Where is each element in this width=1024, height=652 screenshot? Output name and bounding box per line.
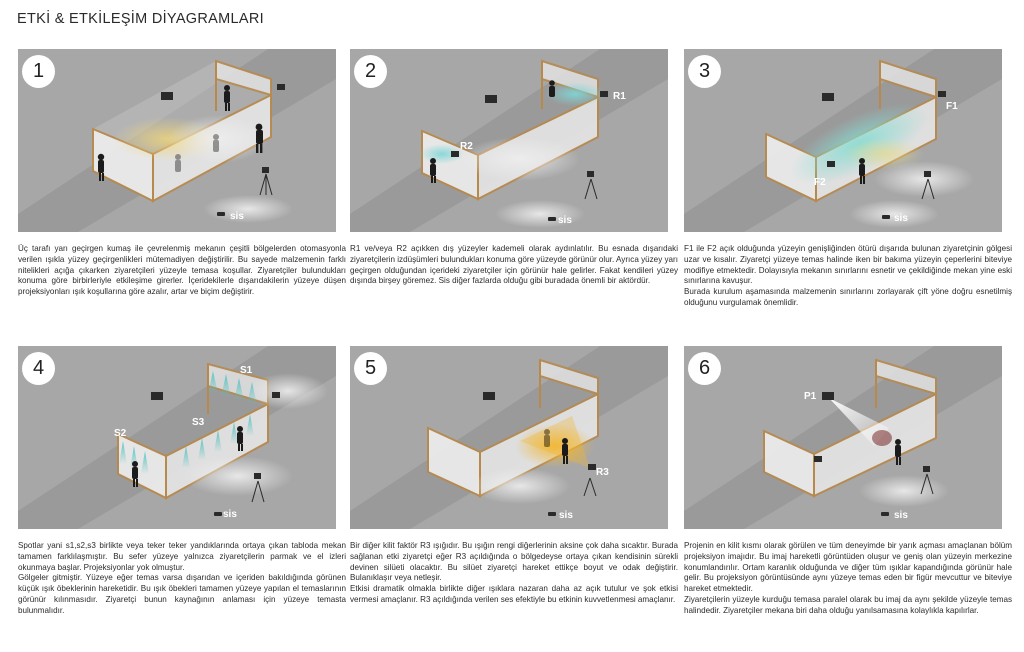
diagram-panel-6 <box>684 346 1002 529</box>
panel-4-description <box>18 541 346 617</box>
installation-scene-3 <box>684 49 1002 232</box>
diagram-panel-2 <box>350 49 668 232</box>
page-title: ETKİ & ETKİLEŞİM DİYAGRAMLARI <box>17 11 264 27</box>
panel-5-description <box>350 541 678 606</box>
step-number-badge: 6 <box>688 352 721 385</box>
light-label-f1: F1 <box>946 101 958 112</box>
description-paragraph: Etkisi dramatik olmakla birlikte diğer ışıklara nazaran daha az açık tutulur ve şok etkisi vermesi amaçlanır. R3 açıldığında verilen ses efektiyle bu etkinin kuvvetlenmesi amaçlanır. <box>350 584 678 604</box>
installation-scene-6 <box>684 346 1002 529</box>
fog-label: sis <box>894 213 908 224</box>
panel-3-description <box>684 244 1012 309</box>
light-label-r1: R1 <box>613 91 626 102</box>
projector-label-p1: P1 <box>804 391 817 402</box>
description-paragraph: F1 ile F2 açık olduğunda yüzeyin genişliğinden ötürü dışarıda bulunan ziyaretçinin gölgesi uzar ve kısalır. Ziyaretçi yüzeye temas halinde iken bir bakıma yüzeyin çeperlerini biteviye modifiye etmektedir. Dolayısıyla mekanın sınırlarını esnetir ve çekildiğinde mekan yine eski sınırlarına kavuşur. <box>684 244 1012 286</box>
description-paragraph: Gölgeler gitmiştir. Yüzeye eğer temas varsa dışarıdan ve içeriden bakıldığında görünen küçük ışık öbeklerinin hareketidir. Bu ışık öbekleri tamamen yüzeye yapılan el temaslarının görünür kılınmasıdır. Ziyaretçi bunun kaynağının anlaması için yüzeye temasta bulunmalıdır. <box>18 573 346 615</box>
panel-1-description <box>18 244 346 298</box>
fog-label: sis <box>230 211 244 222</box>
step-number-badge: 3 <box>688 55 721 88</box>
diagram-panel-4 <box>18 346 336 529</box>
description-paragraph: Ziyaretçilerin yüzeyle kurduğu temasa paralel olarak bu imaj da aynı şekilde yüzeyle temas halindedir. Ziyaretçiler mekana biri daha olduğu yanılsamasına kolaylıkla kapılırlar. <box>684 594 1012 615</box>
description-paragraph: Üç tarafı yarı geçirgen kumaş ile çevrelenmiş mekanın çeşitli bölgelerden otomasyonla verilen ışıkla yüzey geçirgenlikleri mütemadiyen değiştirilir. Bu sayede malzemenin farklı nitelikleri açığa çıkarken ziyaretçileri yüzeyle temasa koşullar. Ziyaretçiler bulundukları konuma göre birbirleriyle etkileşime girerler. İçeridekilerle dışarıdakilerin yüzeye düşen projeksiyonları ışık koşullarına göre azalır, artar ve biçim değiştirir. <box>18 244 346 297</box>
diagram-panel-5 <box>350 346 668 529</box>
installation-scene-5 <box>350 346 668 529</box>
description-paragraph: Burada kurulum aşamasında malzemenin sınırlarını zorlayarak çift yöne doğru esnetilmiş olduğunu vurgulamak önemlidir. <box>684 287 1012 307</box>
panel-6-description <box>684 541 1012 617</box>
fog-label: sis <box>559 510 573 521</box>
step-number-badge: 2 <box>354 55 387 88</box>
step-number-badge: 4 <box>22 352 55 385</box>
description-paragraph: R1 ve/veya R2 açıkken dış yüzeyler kademeli olarak aydınlatılır. Bu esnada dışarıdaki ziyaretçilerin izdüşümleri bulundukları konuma göre yüzeyde görünür olur. Ayrıca yüzey yarı geçirgen olduğundan içerideki ziyaretçiler için görünür hale gelirler. Fakat kendileri yüzey dışında birşey göremez. Sis diğer fazlarda olduğu gibi buradada önemli bir aktördür. <box>350 244 678 286</box>
diagram-panel-3 <box>684 49 1002 232</box>
step-number-badge: 1 <box>22 55 55 88</box>
fog-label: sis <box>558 215 572 226</box>
description-paragraph: Spotlar yani s1,s2,s3 birlikte veya teker teker yandıklarında ortaya çıkan tabloda mekan tamamen farklılaşmıştır. Bu sefer yüzeye yalnızca ziyaretçilerin parmak ve el izleri okunmaya başlar. Projeksiyonlar yok olmuştur. <box>18 541 346 572</box>
installation-scene-1 <box>18 49 336 232</box>
fog-label: sis <box>223 509 237 520</box>
light-label-f2: F2 <box>814 177 826 188</box>
fog-label: sis <box>894 510 908 521</box>
light-label-r3: R3 <box>596 467 609 478</box>
spot-label-s2: S2 <box>114 428 127 439</box>
description-paragraph: Projenin en kilit kısmı olarak görülen ve tüm deneyimde bir yarık açması amaçlanan bölüm projeksiyon imajıdır. Bu imaj hareketli görüntüden oluşur ve geniş olan yüzeyin merkezine konumlandırılır. Ortam karanlık olduğunda ve diğer tüm ışıklar kapandığında görünür hale gelir. Bu projeksiyon görüntüsünde aynı yüzeye temas eden bir figür mevcuttur ve biteviye hareket etmektedir. <box>684 541 1012 594</box>
light-label-r2: R2 <box>460 141 473 152</box>
panel-2-description <box>350 244 678 287</box>
spot-label-s3: S3 <box>192 417 205 428</box>
step-number-badge: 5 <box>354 352 387 385</box>
description-paragraph: Bir diğer kilit faktör R3 ışığıdır. Bu ışığın rengi diğerlerinin aksine çok daha sıcaktır. Burada sağlanan etki ziyaretçi eğer R3 açıldığında o bölgedeyse ortaya çıkan kendisinin sürekli devinen silüeti olacaktır. Bu silüet ziyaretçi hareket ettikçe boyut ve odak değiştirir. Bulanıklaşır veya netleşir. <box>350 541 678 583</box>
installation-scene-2 <box>350 49 668 232</box>
installation-scene-4 <box>18 346 336 529</box>
spot-label-s1: S1 <box>240 365 253 376</box>
diagram-panel-1 <box>18 49 336 232</box>
